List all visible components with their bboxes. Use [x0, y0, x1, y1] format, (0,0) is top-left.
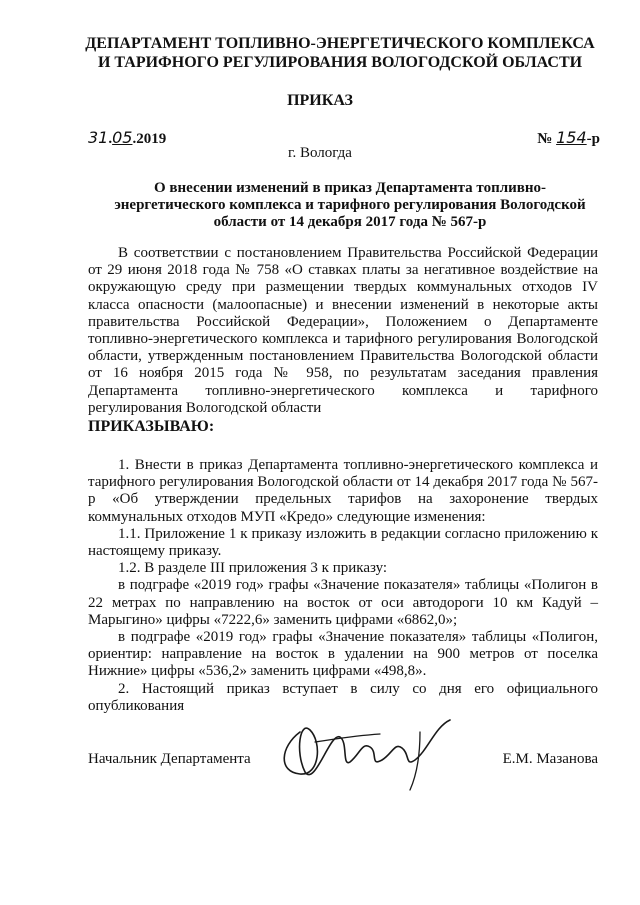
item-1: 1. Внести в приказ Департамента топливно-энергетического комплекса и тарифного регулирования Вологодской области от 14 декабря 2017 года № 567-р «Об утверждении предельных тарифов на захоронение твердых коммунальных отходов МУП «Кредо» следующие изменения:	[88, 457, 598, 525]
order-subject	[110, 180, 590, 231]
subject-line-2: энергетического комплекса и тарифного регулирования Вологодской	[114, 197, 586, 213]
header-line-1: ДЕПАРТАМЕНТ ТОПЛИВНО-ЭНЕРГЕТИЧЕСКОГО КОМПЛЕКСА	[85, 35, 595, 52]
item-2: 2. Настоящий приказ вступает в силу со дня его официального опубликования	[88, 680, 598, 714]
item-1-2: 1.2. В разделе III приложения 3 к приказу:	[118, 560, 388, 577]
department-header	[60, 34, 620, 72]
city: г. Вологда	[288, 145, 352, 161]
subject-line-1: О внесении изменений в приказ Департамента топливно-	[153, 180, 547, 196]
preamble-block	[88, 245, 598, 417]
decree-heading: ПРИКАЗЫВАЮ:	[88, 418, 215, 435]
date-year: .2019	[132, 131, 167, 147]
item-1-2-b: в подграфе «2019 год» графы «Значение показателя» таблицы «Полигон, ориентир: направление на восток в удалении на 900 метров от поселка Нижние» цифры «536,2» заменить цифрами «498,8».	[88, 629, 598, 680]
header-line-2: И ТАРИФНОГО РЕГУЛИРОВАНИЯ ВОЛОГОДСКОЙ ОБЛАСТИ	[97, 54, 583, 71]
number-suffix: -р	[586, 131, 600, 147]
items-block	[88, 457, 598, 715]
item-1-1: 1.1. Приложение 1 к приказу изложить в редакции согласно приложению к настоящему приказу.	[88, 525, 598, 560]
signatory-name: Е.М. Мазанова	[502, 751, 598, 767]
signatory-position: Начальник Департамента	[88, 751, 251, 767]
order-date: 31.05.2019	[88, 128, 167, 147]
number-prefix: №	[537, 131, 553, 147]
preamble-paragraph: В соответствии с постановлением Правительства Российской Федерации от 29 июня 2018 года № 758 «О ставках платы за негативное воздействие на окружающую среду при размещении твердых коммунальных отходов IV класса опасности (малоопасные) и внесении изменений в некоторые акты правительства Российской Федерации», Положением о Департаменте топливно-энергетического комплекса и тарифного регулирования Вологодской области, утвержденным постановлением Правительства Вологодской области от 16 ноября 2015 года № 958, по результатам заседания правления Департамента топливно-энергетического комплекса и тарифного регулирования Вологодской области	[88, 245, 598, 416]
order-title: ПРИКАЗ	[287, 92, 353, 109]
date-day: 31	[88, 128, 109, 147]
number-value: 154	[556, 128, 587, 147]
date-month: 05	[112, 128, 133, 147]
subject-line-3: области от 14 декабря 2017 года № 567-р	[213, 214, 487, 230]
handwritten-signature-icon	[270, 712, 470, 792]
item-1-2-a: в подграфе «2019 год» графы «Значение показателя» таблицы «Полигон в 22 метрах по направлению на восток от оси автодороги 10 км Кадуй – Марыгино» цифры «7222,6» заменить цифрами «6862,0»;	[88, 577, 598, 628]
